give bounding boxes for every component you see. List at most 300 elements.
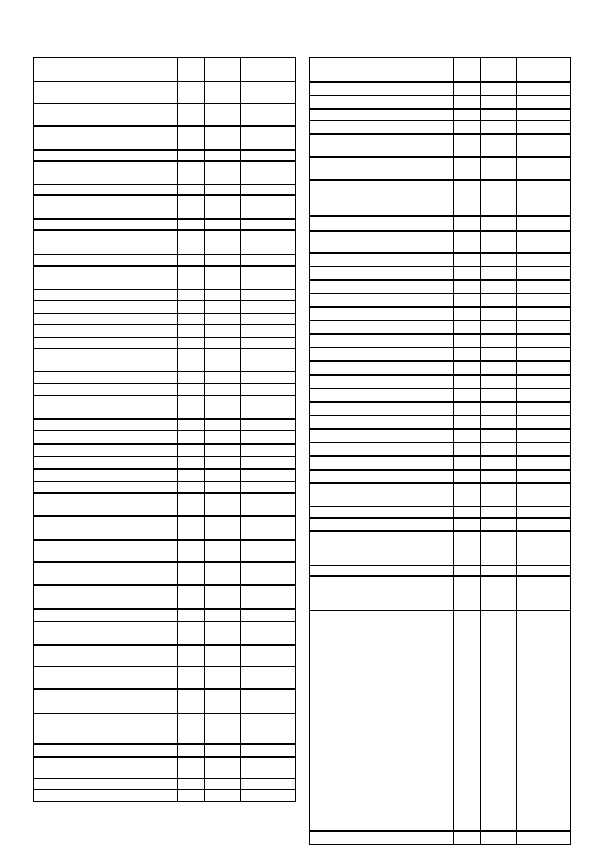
left-table-cell (178, 585, 205, 609)
left-table-cell (178, 349, 205, 372)
right-table-cell (454, 402, 481, 416)
left-table-cell (34, 540, 178, 562)
left-table-cell (178, 609, 205, 622)
left-table-cell (178, 325, 205, 338)
right-table-cell (481, 507, 517, 519)
left-table-cell (178, 396, 205, 420)
left-table-cell (178, 195, 205, 219)
left-table-cell (241, 150, 296, 161)
left-table-cell (178, 314, 205, 325)
right-table-row (310, 566, 571, 577)
left-table-cell (241, 419, 296, 431)
left-table-row (34, 266, 296, 290)
left-table-cell (241, 779, 296, 790)
left-table-cell (178, 266, 205, 290)
left-table-row (34, 689, 296, 714)
left-table-cell (34, 779, 178, 790)
right-table-cell (454, 831, 481, 845)
right-table-cell (517, 294, 571, 308)
left-table-cell (205, 667, 241, 690)
left-table-row (34, 645, 296, 667)
left-table-cell (178, 482, 205, 494)
left-table-cell (205, 301, 241, 314)
right-table-cell (310, 58, 454, 83)
right-table-cell (481, 96, 517, 110)
right-table-cell (454, 429, 481, 443)
left-table-cell (34, 255, 178, 267)
right-table-cell (517, 134, 571, 157)
left-table-cell (205, 757, 241, 779)
left-table-row (34, 790, 296, 802)
left-table-row (34, 609, 296, 622)
left-table-cell (34, 493, 178, 516)
left-table-cell (205, 384, 241, 396)
left-table-cell (178, 779, 205, 790)
right-table-cell (517, 334, 571, 348)
left-table-cell (241, 325, 296, 338)
left-table-row (34, 540, 296, 562)
left-table-cell (34, 645, 178, 667)
right-table-cell (310, 470, 454, 483)
left-table-cell (241, 314, 296, 325)
left-table-cell (241, 396, 296, 420)
left-table-cell (205, 219, 241, 230)
right-table-cell (481, 253, 517, 267)
right-table-cell (481, 121, 517, 135)
left-table-cell (178, 58, 205, 82)
right-table-row (310, 267, 571, 281)
right-table-cell (454, 109, 481, 121)
left-table-row (34, 384, 296, 396)
right-table-cell (517, 361, 571, 375)
left-table-cell (205, 779, 241, 790)
left-table-cell (205, 349, 241, 372)
left-table-cell (205, 150, 241, 161)
right-table-row (310, 518, 571, 531)
right-table-cell (454, 566, 481, 577)
left-table-cell (205, 290, 241, 301)
left-table-row (34, 372, 296, 384)
right-table-cell (310, 566, 454, 577)
left-table-cell (178, 384, 205, 396)
right-table-row (310, 109, 571, 121)
left-table-cell (205, 255, 241, 267)
right-table-cell (454, 121, 481, 135)
right-table-cell (517, 531, 571, 566)
left-table-cell (178, 372, 205, 384)
right-table-cell (454, 416, 481, 430)
right-table-cell (517, 267, 571, 281)
left-table-cell (205, 126, 241, 150)
right-table (309, 57, 571, 845)
right-table-cell (481, 58, 517, 83)
left-table-cell (34, 161, 178, 185)
right-table-cell (454, 280, 481, 294)
right-table-cell (481, 348, 517, 362)
right-table-cell (481, 611, 517, 832)
right-table-cell (481, 831, 517, 845)
right-table-cell (481, 82, 517, 96)
right-table-cell (454, 157, 481, 180)
left-table-cell (241, 349, 296, 372)
right-table-cell (454, 294, 481, 308)
left-table-cell (34, 667, 178, 690)
left-table-cell (34, 219, 178, 230)
left-table-cell (205, 457, 241, 470)
right-table-cell (481, 416, 517, 430)
left-table-cell (178, 790, 205, 802)
right-table-cell (517, 456, 571, 470)
left-table-cell (34, 562, 178, 585)
right-table-cell (310, 134, 454, 157)
left-table-cell (178, 540, 205, 562)
left-table-cell (241, 757, 296, 779)
right-table-cell (310, 507, 454, 519)
left-table-cell (34, 585, 178, 609)
left-table-cell (205, 493, 241, 516)
left-table-row (34, 219, 296, 230)
right-table-cell (310, 231, 454, 253)
right-table-row (310, 58, 571, 83)
left-table-cell (241, 667, 296, 690)
left-table-cell (241, 384, 296, 396)
right-table-cell (454, 180, 481, 216)
left-table-cell (178, 338, 205, 349)
left-table-row (34, 58, 296, 82)
right-table-cell (454, 576, 481, 611)
right-table-cell (454, 231, 481, 253)
left-table-cell (241, 714, 296, 745)
right-table-row (310, 307, 571, 321)
left-table-cell (34, 338, 178, 349)
right-table-cell (454, 267, 481, 281)
right-table-cell (310, 361, 454, 375)
left-table-cell (205, 744, 241, 757)
right-table-row (310, 429, 571, 443)
left-table-cell (34, 469, 178, 482)
left-table-cell (241, 562, 296, 585)
left-table-row (34, 469, 296, 482)
left-table-cell (205, 585, 241, 609)
left-table-cell (241, 540, 296, 562)
left-table-cell (34, 195, 178, 219)
right-table-cell (517, 611, 571, 832)
left-table-cell (205, 419, 241, 431)
left-table-cell (241, 457, 296, 470)
left-table-cell (34, 372, 178, 384)
right-table-cell (517, 180, 571, 216)
left-table-cell (241, 744, 296, 757)
right-table-cell (517, 253, 571, 267)
left-table-cell (178, 667, 205, 690)
left-table-cell (178, 82, 205, 104)
left-table-row (34, 396, 296, 420)
left-table-cell (241, 219, 296, 230)
right-table-cell (454, 253, 481, 267)
left-table-row (34, 82, 296, 104)
left-table-cell (178, 645, 205, 667)
left-table-cell (34, 301, 178, 314)
right-table-cell (517, 121, 571, 135)
left-table-row (34, 444, 296, 457)
right-table-cell (481, 334, 517, 348)
right-table-cell (481, 429, 517, 443)
left-table-cell (205, 338, 241, 349)
left-table-cell (178, 444, 205, 457)
left-table-cell (241, 431, 296, 445)
right-table-cell (310, 96, 454, 110)
left-table-cell (34, 689, 178, 714)
left-table-row (34, 482, 296, 494)
left-table-cell (241, 645, 296, 667)
left-table-cell (34, 185, 178, 196)
left-table-cell (178, 230, 205, 255)
left-table-cell (34, 714, 178, 745)
left-table-row (34, 516, 296, 540)
right-table-cell (310, 443, 454, 457)
left-table-cell (34, 396, 178, 420)
left-table-cell (205, 58, 241, 82)
left-table-cell (34, 609, 178, 622)
right-table-cell (310, 253, 454, 267)
left-table-cell (178, 255, 205, 267)
right-table-cell (481, 483, 517, 507)
left-table-cell (241, 689, 296, 714)
left-table-cell (205, 609, 241, 622)
left-table-row (34, 419, 296, 431)
right-table-cell (481, 280, 517, 294)
right-table-cell (310, 180, 454, 216)
right-table-cell (517, 109, 571, 121)
left-table-cell (205, 714, 241, 745)
right-table-cell (454, 531, 481, 566)
left-table-cell (178, 185, 205, 196)
left-table-cell (205, 396, 241, 420)
right-table-cell (517, 831, 571, 845)
left-table-cell (205, 444, 241, 457)
left-table-cell (34, 349, 178, 372)
left-table-row (34, 314, 296, 325)
right-table-row (310, 134, 571, 157)
right-table-cell (310, 121, 454, 135)
right-table-cell (310, 402, 454, 416)
left-table-cell (34, 516, 178, 540)
left-table-cell (178, 290, 205, 301)
left-table-cell (205, 689, 241, 714)
left-table-cell (178, 622, 205, 646)
right-table-cell (517, 280, 571, 294)
right-table-cell (517, 576, 571, 611)
left-table-cell (241, 255, 296, 267)
right-table-cell (481, 321, 517, 335)
left-table-cell (34, 457, 178, 470)
left-table (33, 57, 296, 802)
right-table-cell (310, 109, 454, 121)
right-table-row (310, 82, 571, 96)
right-table-cell (517, 231, 571, 253)
right-table-cell (517, 157, 571, 180)
left-table-cell (178, 419, 205, 431)
right-table-row (310, 334, 571, 348)
left-table-cell (34, 622, 178, 646)
right-table-cell (454, 375, 481, 389)
left-table-cell (178, 219, 205, 230)
right-table-cell (454, 470, 481, 483)
left-table-cell (241, 195, 296, 219)
right-table-cell (310, 321, 454, 335)
right-table-cell (517, 321, 571, 335)
right-table-cell (517, 402, 571, 416)
left-table-cell (241, 126, 296, 150)
right-table-row (310, 389, 571, 403)
left-table-cell (34, 325, 178, 338)
left-table-row (34, 185, 296, 196)
left-table-cell (241, 161, 296, 185)
left-table-cell (205, 266, 241, 290)
left-table-cell (241, 609, 296, 622)
left-table-cell (241, 58, 296, 82)
right-table-cell (454, 134, 481, 157)
right-table-cell (310, 348, 454, 362)
left-table-row (34, 667, 296, 690)
left-table-row (34, 255, 296, 267)
left-table-cell (178, 757, 205, 779)
right-table-row (310, 280, 571, 294)
right-table-cell (481, 231, 517, 253)
left-table-cell (205, 82, 241, 104)
left-table-row (34, 779, 296, 790)
right-table-cell (310, 483, 454, 507)
right-table-cell (481, 443, 517, 457)
right-table-cell (517, 389, 571, 403)
left-table-cell (34, 104, 178, 127)
left-table-cell (241, 444, 296, 457)
left-table-row (34, 126, 296, 150)
right-table-cell (310, 82, 454, 96)
left-table-cell (34, 482, 178, 494)
right-table-row (310, 157, 571, 180)
right-table-row (310, 507, 571, 519)
right-table-cell (310, 518, 454, 531)
left-table-cell (34, 790, 178, 802)
left-table-cell (178, 161, 205, 185)
left-table-cell (241, 266, 296, 290)
right-table-cell (454, 216, 481, 231)
left-table-cell (205, 325, 241, 338)
left-table-row (34, 325, 296, 338)
right-table-cell (310, 389, 454, 403)
right-table-cell (454, 321, 481, 335)
left-table-row (34, 161, 296, 185)
right-table-row (310, 470, 571, 483)
left-table-row (34, 290, 296, 301)
left-table-cell (205, 540, 241, 562)
right-table-row (310, 180, 571, 216)
right-table-cell (454, 82, 481, 96)
right-table-row (310, 402, 571, 416)
right-table-row (310, 483, 571, 507)
left-table-cell (34, 230, 178, 255)
right-table-cell (517, 483, 571, 507)
right-table-row (310, 253, 571, 267)
right-table-cell (481, 180, 517, 216)
left-table-cell (205, 372, 241, 384)
left-table-cell (241, 585, 296, 609)
left-table-cell (241, 493, 296, 516)
left-table-cell (34, 266, 178, 290)
right-table-cell (481, 566, 517, 577)
right-table-cell (517, 507, 571, 519)
right-table-row (310, 231, 571, 253)
right-table-cell (481, 267, 517, 281)
right-table-cell (310, 334, 454, 348)
left-table-cell (34, 126, 178, 150)
right-table-cell (481, 518, 517, 531)
right-table-cell (310, 375, 454, 389)
left-table-cell (178, 689, 205, 714)
right-table-cell (517, 518, 571, 531)
left-table-cell (205, 516, 241, 540)
right-table-cell (517, 416, 571, 430)
left-table-row (34, 431, 296, 445)
left-table-cell (205, 104, 241, 127)
right-table-cell (454, 443, 481, 457)
left-table-cell (241, 290, 296, 301)
right-table-row (310, 294, 571, 308)
right-table-cell (481, 531, 517, 566)
left-table-cell (178, 301, 205, 314)
left-table-cell (34, 384, 178, 396)
right-table-cell (517, 375, 571, 389)
right-table-cell (454, 58, 481, 83)
right-table-row (310, 361, 571, 375)
left-table-cell (178, 493, 205, 516)
left-table-cell (34, 82, 178, 104)
right-table-cell (481, 389, 517, 403)
right-table-cell (481, 109, 517, 121)
right-table-cell (310, 531, 454, 566)
left-table-cell (205, 562, 241, 585)
left-table-cell (241, 372, 296, 384)
left-table-cell (34, 744, 178, 757)
right-table-cell (310, 831, 454, 845)
left-table-cell (178, 469, 205, 482)
left-table-row (34, 338, 296, 349)
right-table-row (310, 321, 571, 335)
right-table-cell (481, 402, 517, 416)
left-table-cell (205, 185, 241, 196)
left-table-cell (178, 104, 205, 127)
right-table-cell (454, 96, 481, 110)
left-table-cell (178, 431, 205, 445)
right-table-row (310, 121, 571, 135)
right-table-row (310, 531, 571, 566)
right-table-cell (310, 267, 454, 281)
left-table-row (34, 104, 296, 127)
right-table-cell (517, 96, 571, 110)
right-table-cell (310, 456, 454, 470)
right-table-cell (517, 82, 571, 96)
left-table-cell (241, 338, 296, 349)
left-table-cell (34, 314, 178, 325)
left-table-cell (241, 230, 296, 255)
right-table-cell (481, 157, 517, 180)
left-table-row (34, 757, 296, 779)
left-table-cell (178, 150, 205, 161)
left-table-cell (241, 622, 296, 646)
left-table-row (34, 562, 296, 585)
right-table-row (310, 831, 571, 845)
